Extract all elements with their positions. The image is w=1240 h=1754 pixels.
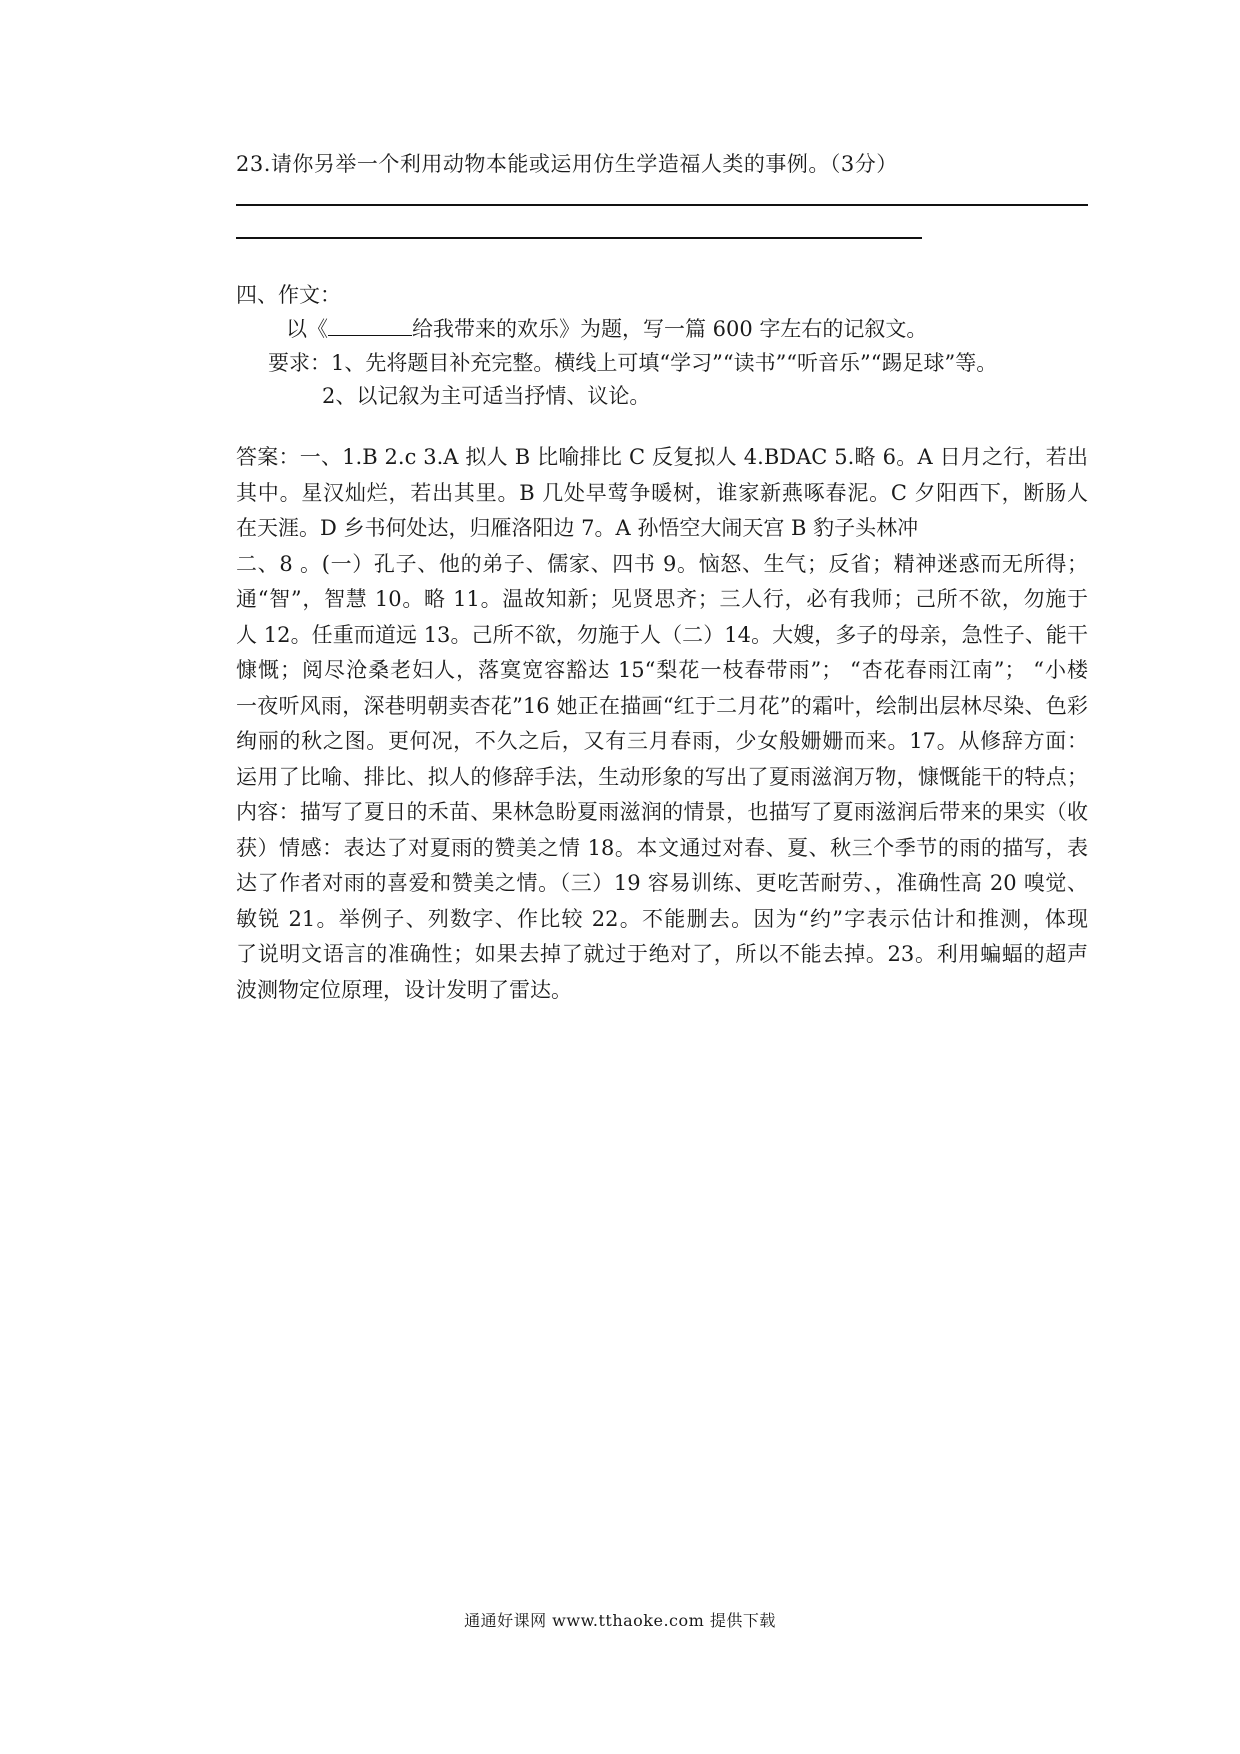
answer-line: 通“智”，智慧 10。略 11。温故知新；见贤思齐；三人行，必有我师；己所不欲，勿施于: [236, 587, 1088, 611]
answer-line: 一夜听风雨，深巷明朝卖杏花”16 她正在描画“红于二月花”的霜叶，绘制出层林尽染、色彩: [236, 693, 1088, 718]
answer-line: 二、8 。(一）孔子、他的弟子、儒家、四书 9。恼怒、生气；反省；精神迷惑而无所得；: [236, 551, 1088, 576]
requirement-1: 要求：1、先将题目补充完整。横线上可填“学习”“读书”“听音乐”“踢足球”等。: [268, 351, 998, 375]
question-23: 23.请你另举一个利用动物本能或运用仿生学造福人类的事例。（3分）: [236, 152, 898, 176]
prompt-before: 以《: [286, 317, 328, 341]
title-blank: [328, 317, 412, 336]
answer-line: 其中。星汉灿烂，若出其里。B 几处早莺争暖树，谁家新燕啄春泥。C 夕阳西下，断肠人: [236, 480, 1088, 505]
answer-line: 内容：描写了夏日的禾苗、果林急盼夏雨滋润的情景，也描写了夏雨滋润后带来的果实（收: [236, 800, 1088, 824]
answer-line: 答案：一、1.B 2.c 3.A 拟人 B 比喻排比 C 反复拟人 4.BDAC 5.略 6。A 日月之行，若出: [236, 445, 1088, 469]
answer-line: 人 12。任重而道远 13。己所不欲，勿施于人（二）14。大嫂，多子的母亲，急性子、能干: [236, 622, 1088, 647]
answer-line: 获）情感：表达了对夏雨的赞美之情 18。本文通过对春、夏、秋三个季节的雨的描写，表: [236, 835, 1088, 860]
answer-line: 慷慨；阅尽沧桑老妇人，落寞宽容豁达 15“梨花一枝春带雨”； “杏花春雨江南”； “小楼: [236, 658, 1088, 682]
answer-line-2: [236, 237, 922, 239]
answer-line: 绚丽的秋之图。更何况，不久之后，又有三月春雨，少女般姗姗而来。17。从修辞方面：: [236, 729, 1088, 753]
answer-line: 在天涯。D 乡书何处达，归雁洛阳边 7。A 孙悟空大闹天宫 B 豹子头林冲: [236, 516, 919, 540]
answer-line: 达了作者对雨的喜爱和赞美之情。（三）19 容易训练、更吃苦耐劳、，准确性高 20 嗅觉、: [236, 871, 1088, 895]
requirement-2: 2、以记叙为主可适当抒情、议论。: [322, 384, 651, 408]
answer-line: 运用了比喻、排比、拟人的修辞手法，生动形象的写出了夏雨滋润万物，慷慨能干的特点；: [236, 764, 1088, 789]
answer-line: 敏锐 21。举例子、列数字、作比较 22。不能删去。因为“约”字表示估计和推测，体现: [236, 906, 1088, 931]
answer-key: [236, 440, 1088, 1008]
composition-heading: 四、作文：: [236, 283, 341, 307]
answer-line: 了说明文语言的准确性；如果去掉了就过于绝对了，所以不能去掉。23。利用蝙蝠的超声: [236, 942, 1088, 966]
answer-line-1: [236, 204, 1088, 206]
prompt-after: 给我带来的欢乐》为题，写一篇 600 字左右的记叙文。: [412, 317, 928, 341]
answer-line: 波测物定位原理，设计发明了雷达。: [236, 977, 572, 1002]
page-footer: 通通好课网 www.tthaoke.com 提供下载: [464, 1611, 776, 1630]
composition-prompt: [286, 313, 927, 343]
